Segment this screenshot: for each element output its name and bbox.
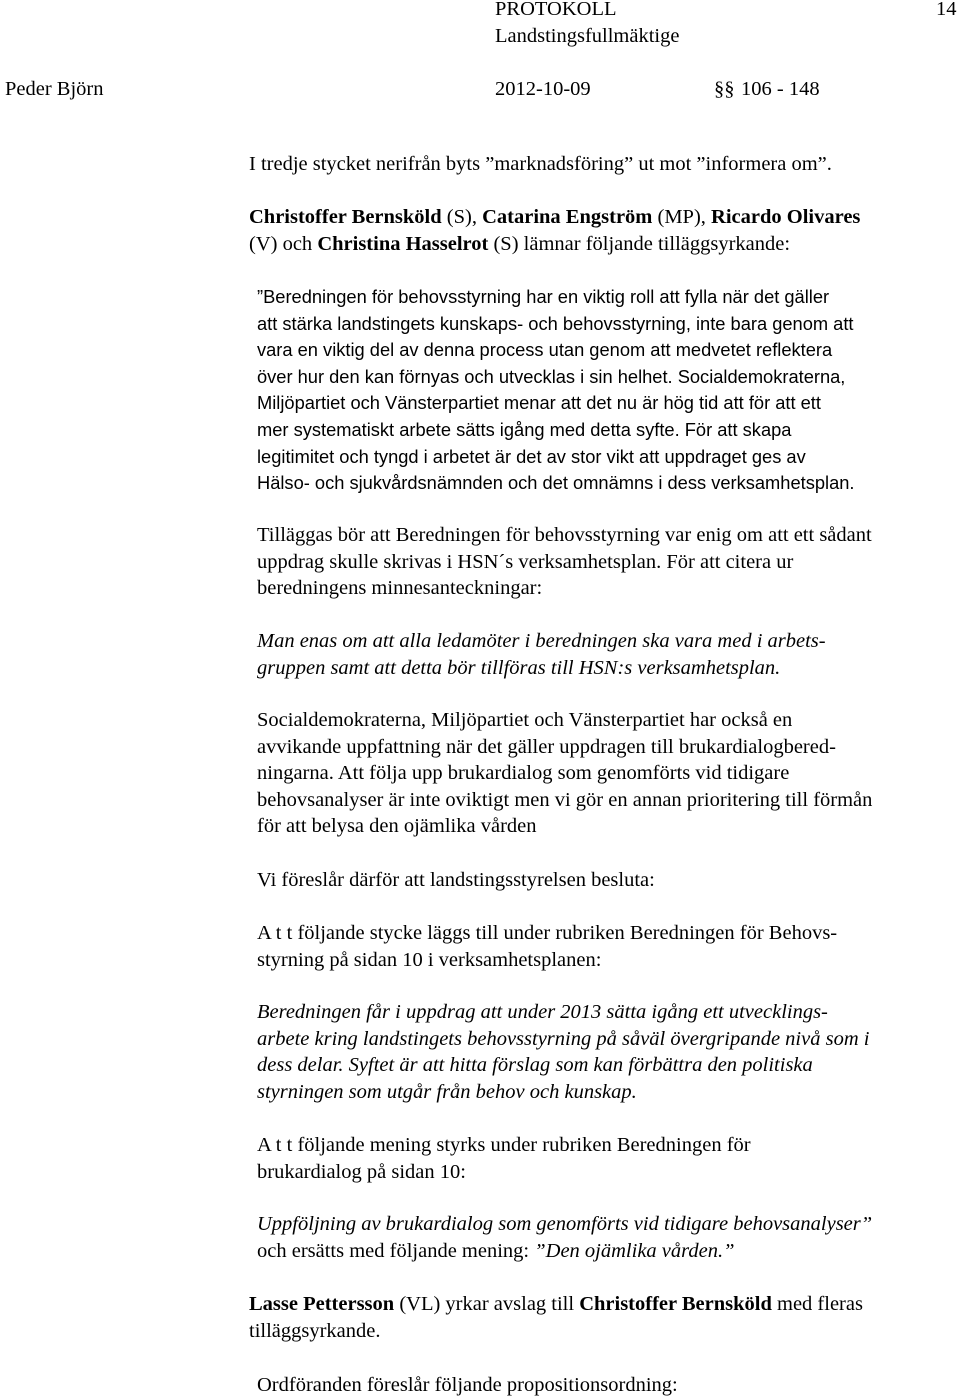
paragraph-rejection-line1 — [249, 1291, 863, 1318]
text-line: A t t följande stycke läggs till under rubriken Beredningen för Behovs- — [257, 922, 838, 944]
text-line: ”Beredningen för behovsstyrning har en viktig roll att fylla när det gäller — [257, 286, 830, 307]
citation-assignment — [257, 999, 869, 1105]
name-lasse-pettersson: Lasse Pettersson — [249, 1293, 395, 1315]
name-christoffer-bernskold: Christoffer Bernsköld — [579, 1293, 772, 1315]
text-line: styrningen som utgår från behov och kunskap. — [257, 1080, 637, 1103]
proposal-text: (S) lämnar följande tilläggsyrkande: — [488, 233, 791, 255]
meeting-date: 2012-10-09 — [495, 78, 591, 100]
paragraph-att-1 — [257, 920, 837, 973]
replacement-intro: och ersätts med följande mening: — [257, 1240, 535, 1262]
name-ricardo-olivares: Ricardo Olivares — [711, 206, 861, 228]
text-line: Hälso- och sjukvårdsnämnden och det omnämns i dess verksamhetsplan. — [257, 472, 855, 494]
paragraph-proposal-intro: Vi föreslår därför att landstingsstyrelsen besluta: — [257, 869, 655, 891]
replacement-quote: ”Den ojämlika vården.” — [534, 1240, 735, 1262]
paragraph-att-2 — [257, 1132, 751, 1185]
text-line: att stärka landstingets kunskaps- och behovsstyrning, inte bara genom att — [257, 312, 854, 334]
text-line: beredningens minnesanteckningar: — [257, 577, 543, 599]
text-line: styrning på sidan 10 i verksamhetsplanen: — [257, 948, 602, 971]
text-line: Beredningen får i uppdrag att under 2013 sätta igång ett utvecklings- — [257, 1001, 828, 1023]
rejection-text: med fleras — [771, 1293, 863, 1315]
text-line: A t t följande mening styrks under rubriken Beredningen för — [257, 1134, 751, 1156]
text-line: uppdrag skulle skrivas i HSN´s verksamhetsplan. För att citera ur — [257, 550, 794, 573]
text-line: legitimitet och tyngd i arbetet är det av stor vikt att uppdraget ges av — [257, 445, 806, 467]
text-line: Miljöpartiet och Vänsterpartiet menar att det nu är hög tid att för att ett — [257, 392, 821, 414]
text-line: avvikande uppfattning när det gäller uppdragen till brukardialogbered- — [257, 735, 836, 758]
page-number: 14 — [936, 0, 957, 20]
paragraph-rejection-line2: tilläggsyrkande. — [249, 1320, 381, 1342]
name-catarina-engstrom: Catarina Engström — [482, 206, 653, 228]
paragraph-proposers-line2 — [249, 231, 790, 258]
paragraph-tillaggas — [257, 522, 872, 602]
quoted-proposal-block — [257, 284, 854, 497]
paragraph-divergent-view — [257, 707, 872, 840]
text-line: dess delar. Syftet är att hitta förslag som kan förbättra den politiska — [257, 1054, 813, 1076]
replacement-sentence — [257, 1238, 735, 1265]
text-line: behovsanalyser är inte oviktigt men vi gör en annan prioritering till förmån — [257, 788, 873, 811]
party-text: (MP), — [652, 206, 712, 228]
section-sign: §§ — [714, 78, 735, 100]
paragraph-chair-proposal: Ordföranden föreslår följande propositionsordning: — [257, 1374, 678, 1396]
text-line: ningarna. Att följa upp brukardialog som genomförts vid tidigare — [257, 762, 790, 784]
text-line: Tilläggas bör att Beredningen för behovsstyrning var enig om att ett sådant — [257, 524, 872, 546]
text-line: gruppen samt att detta bör tillföras till HSN:s verksamhetsplan. — [257, 656, 781, 679]
citation-minutes — [257, 628, 826, 681]
text-line: arbete kring landstingets behovsstyrning på såväl övergripande nivå som i — [257, 1027, 870, 1050]
text-line: över hur den kan förnyas och utvecklas i sin helhet. Socialdemokraterna, — [257, 365, 846, 387]
text-line: för att belysa den ojämlika vården — [257, 815, 537, 837]
text-line: vara en viktig del av denna process utan genom att medvetet reflektera — [257, 339, 833, 361]
text-line: brukardialog på sidan 10: — [257, 1160, 466, 1183]
section-range: 106 - 148 — [741, 78, 820, 100]
text-line: Man enas om att alla ledamöter i beredningen ska vara med i arbets- — [257, 630, 826, 652]
rejection-text: (VL) yrkar avslag till — [394, 1293, 580, 1315]
party-text: (V) och — [249, 233, 318, 255]
name-christoffer-bernskold: Christoffer Bernsköld — [249, 206, 442, 228]
party-text: (S), — [441, 206, 483, 228]
document-subtitle: Landstingsfullmäktige — [495, 25, 680, 47]
text-line: mer systematiskt arbete sätts igång med detta syfte. För att skapa — [257, 418, 792, 440]
citation-follow-up: Uppföljning av brukardialog som genomförts vid tidigare behovsanalyser” — [257, 1213, 873, 1235]
paragraph-proposers-line1 — [249, 204, 860, 231]
secretary-name: Peder Björn — [5, 78, 104, 100]
paragraph-replacement: I tredje stycket nerifrån byts ”marknadsföring” ut mot ”informera om”. — [249, 153, 832, 175]
name-christina-hasselrot: Christina Hasselrot — [317, 233, 489, 255]
document-title: PROTOKOLL — [495, 0, 617, 20]
text-line: Socialdemokraterna, Miljöpartiet och Vänsterpartiet har också en — [257, 709, 793, 731]
